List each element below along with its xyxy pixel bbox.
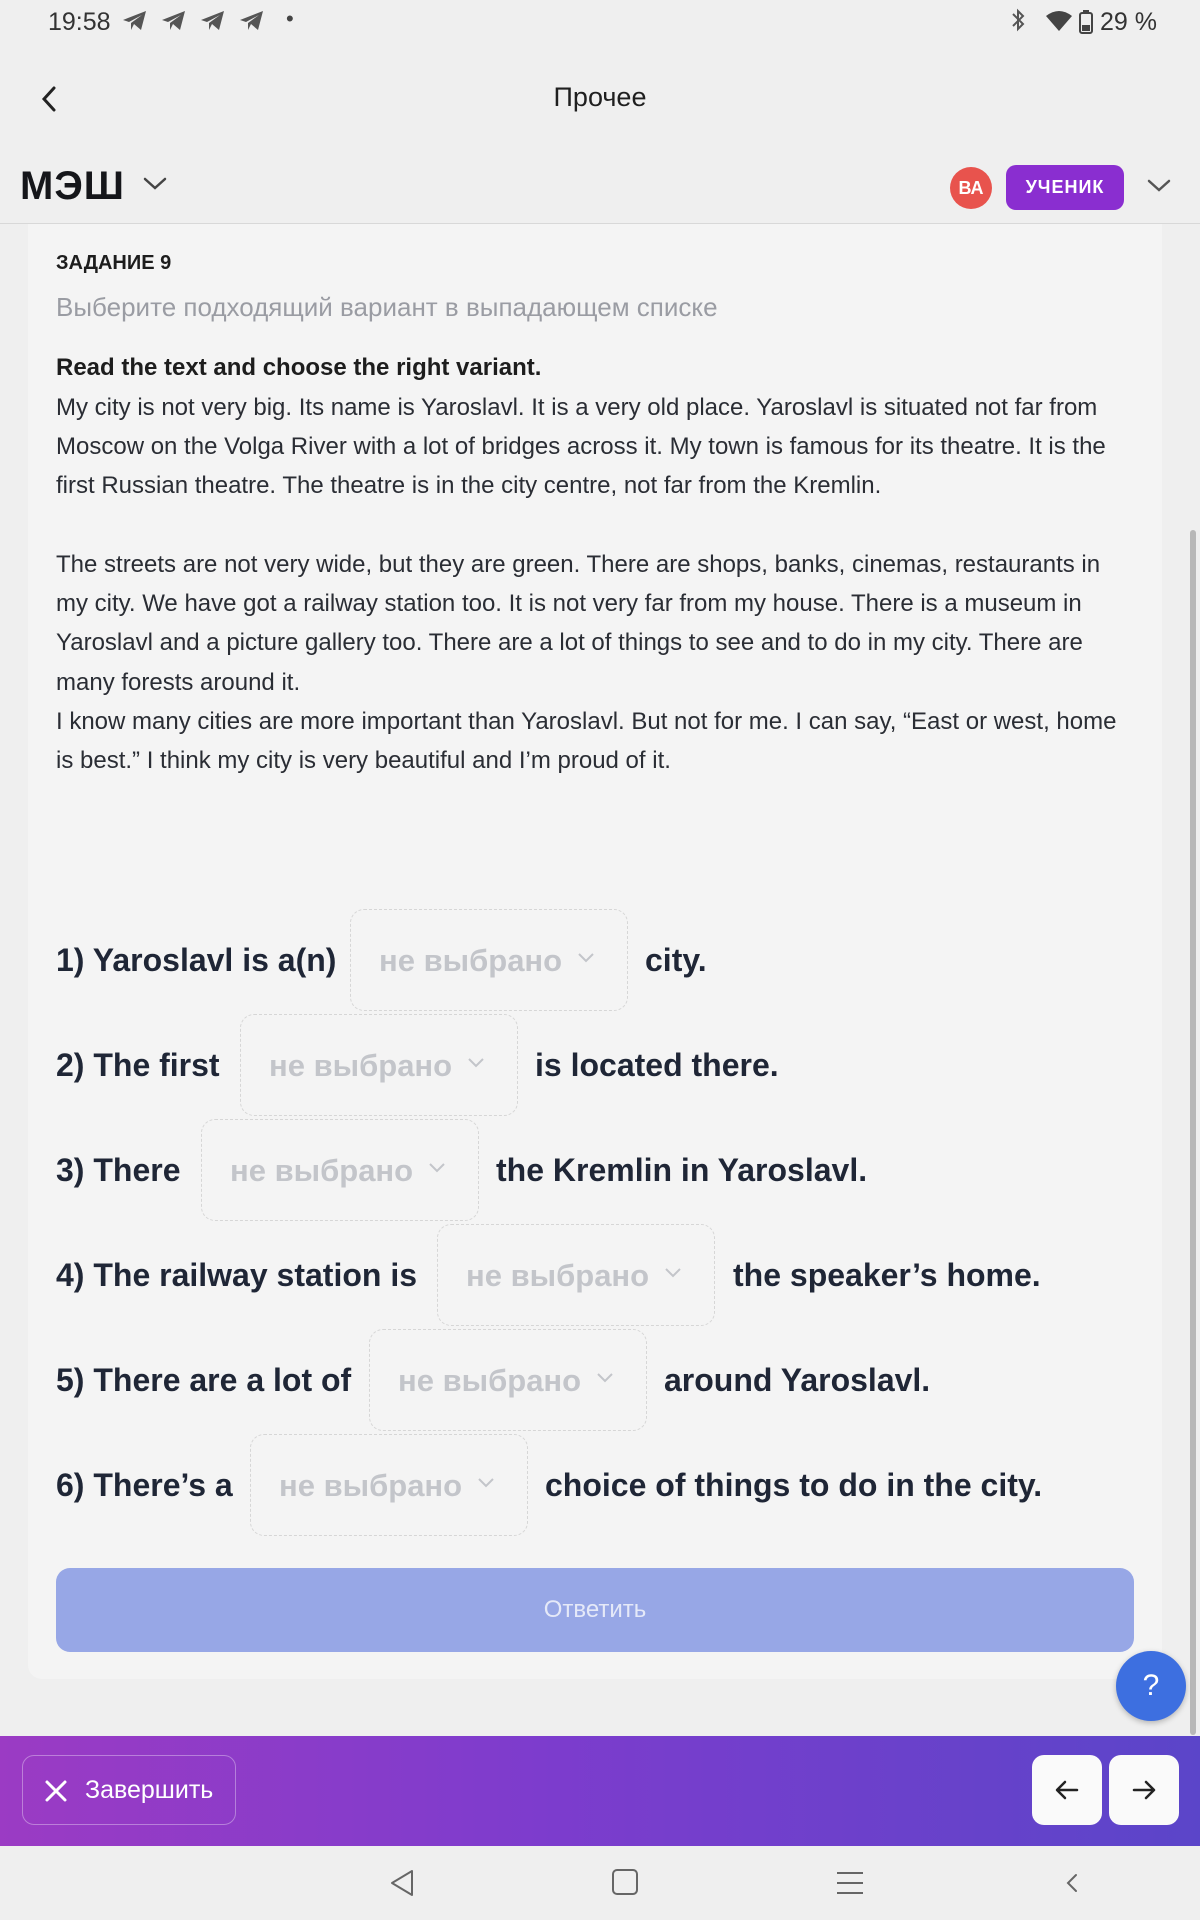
answer-select-4[interactable] <box>437 1224 715 1326</box>
answer-select-3[interactable] <box>201 1119 479 1221</box>
select-placeholder: не выбрано <box>379 943 563 978</box>
app-logo[interactable]: МЭШ <box>20 164 125 208</box>
select-placeholder: не выбрано <box>279 1468 463 1503</box>
question-text: 6) There’s a <box>56 1467 233 1503</box>
question-text-after: city. <box>645 942 707 978</box>
system-navigation-bar <box>0 1846 1200 1920</box>
question-text: 1) Yaroslavl is a(n) <box>56 942 337 978</box>
task-number: ЗАДАНИЕ 9 <box>56 252 172 274</box>
arrow-left-icon <box>1053 1776 1081 1804</box>
telegram-icon <box>200 10 226 38</box>
chevron-down-icon <box>467 1057 485 1069</box>
select-placeholder: не выбрано <box>269 1048 453 1083</box>
telegram-icon <box>161 10 187 38</box>
answer-select-5[interactable] <box>369 1329 647 1431</box>
arrow-right-icon <box>1130 1776 1158 1804</box>
chevron-down-icon <box>477 1477 495 1489</box>
select-placeholder: не выбрано <box>230 1153 414 1188</box>
answer-select-1[interactable] <box>350 909 628 1011</box>
system-back-icon[interactable] <box>388 1868 416 1903</box>
question-text-after: the speaker’s home. <box>733 1257 1041 1293</box>
status-bar <box>0 0 1200 44</box>
question-5 <box>56 1328 351 1432</box>
chevron-down-icon <box>577 952 595 964</box>
question-text-after: around Yaroslavl. <box>664 1362 931 1398</box>
text-paragraph: The streets are not very wide, but they are green. There are shops, banks, cinemas, restaurants in my city. We have got a railway station too. It is not very far from my house. There is a museum in Yaroslavl and a picture gallery too. There are a lot of things to see and to do in my city. There are many forests around it. <box>56 551 1101 696</box>
chevron-down-icon[interactable] <box>1146 178 1172 199</box>
text-paragraph: I know many cities are more important than Yaroslavl. But not for me. I can say, “East or west, home is best.” I think my city is very beautiful and I’m proud of it. <box>56 708 1117 775</box>
role-badge[interactable]: УЧЕНИК <box>1006 165 1124 210</box>
avatar[interactable]: ВА <box>950 167 992 209</box>
chevron-down-icon <box>596 1372 614 1384</box>
chevron-down-icon <box>664 1267 682 1279</box>
question-text: 2) The first <box>56 1047 220 1083</box>
page-title: Прочее <box>553 82 647 112</box>
system-home-icon[interactable] <box>611 1868 639 1901</box>
question-text: 5) There are a lot of <box>56 1362 352 1398</box>
text-paragraph: My city is not very big. Its name is Yaroslavl. It is a very old place. Yaroslavl is situated not far from Moscow on the Volga River with a lot of bridges across it. My town is famous for its theatre. It is the first Russian theatre. The theatre is in the city centre, not far from the Kremlin. <box>56 394 1106 500</box>
status-time: 19:58 <box>48 8 111 36</box>
battery-icon <box>1078 10 1094 39</box>
select-placeholder: не выбрано <box>466 1258 650 1293</box>
finish-button[interactable] <box>22 1755 236 1825</box>
question-text: 4) The railway station is <box>56 1257 417 1293</box>
wifi-icon <box>1045 10 1073 37</box>
question-text: 3) There <box>56 1152 181 1188</box>
question-1 <box>56 908 336 1012</box>
chevron-down-icon <box>428 1162 446 1174</box>
question-2 <box>56 1013 220 1117</box>
notification-dot-icon: • <box>286 6 294 31</box>
question-3 <box>56 1118 180 1222</box>
answer-select-2[interactable] <box>240 1014 518 1116</box>
system-menu-icon[interactable] <box>835 1870 865 1901</box>
finish-label: Завершить <box>85 1776 214 1804</box>
question-6 <box>56 1433 233 1537</box>
next-task-button[interactable] <box>1109 1755 1179 1825</box>
close-icon <box>41 1776 71 1806</box>
telegram-icon <box>239 10 265 38</box>
question-text-after: the Kremlin in Yaroslavl. <box>496 1152 868 1188</box>
answer-select-6[interactable] <box>250 1434 528 1536</box>
task-hint: Выберите подходящий вариант в выпадающем списке <box>56 292 718 322</box>
chevron-down-icon[interactable] <box>142 176 168 197</box>
task-heading: Read the text and choose the right variant. <box>56 354 542 381</box>
select-placeholder: не выбрано <box>398 1363 582 1398</box>
telegram-icon <box>122 10 148 38</box>
question-4 <box>56 1223 417 1327</box>
question-text-after: choice of things to do in the city. <box>545 1467 1043 1503</box>
help-button[interactable]: ? <box>1116 1651 1186 1721</box>
battery-percent: 29 % <box>1100 8 1157 36</box>
question-text-after: is located there. <box>535 1047 779 1083</box>
bluetooth-icon <box>1010 8 1026 38</box>
scrollbar[interactable] <box>1190 530 1196 1735</box>
previous-task-button[interactable] <box>1032 1755 1102 1825</box>
submit-button[interactable]: Ответить <box>56 1568 1134 1652</box>
system-collapse-icon[interactable] <box>1062 1870 1082 1901</box>
